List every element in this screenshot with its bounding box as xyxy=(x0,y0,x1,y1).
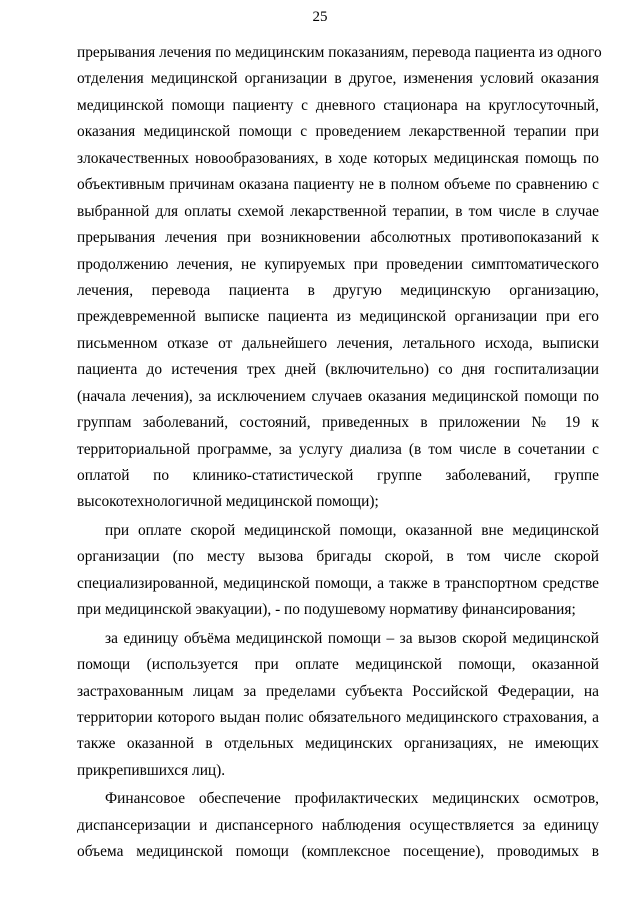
text-line: продолжению лечения, не купируемых при проведении симптоматического xyxy=(77,255,599,273)
text-line: (начала лечения), за исключением случаев оказания медицинской помощи по xyxy=(77,387,599,405)
text-line: организации (по месту вызова бригады скорой, в том числе скорой xyxy=(77,548,599,566)
text-line: прерывания лечения по медицинским показаниям, перевода пациента из одного xyxy=(77,44,602,61)
text-line: при медицинской эвакуации), - по подушевому нормативу финансирования; xyxy=(77,601,576,619)
text-line: также оказанной в отдельных медицинских организациях, не имеющих xyxy=(77,735,599,753)
text-line: территориальной программе, за услугу диализа (в том числе в сочетании с xyxy=(77,440,599,458)
text-line: выбранной для оплаты схемой лекарственной терапии, в том числе в случае xyxy=(77,202,599,220)
text-line: группам заболеваний, состояний, приведенных в приложении № 19 к xyxy=(77,414,599,432)
text-line: письменном отказе от дальнейшего лечения, летального исхода, выписки xyxy=(77,334,599,352)
paragraph xyxy=(77,626,599,785)
text-line: пациента до истечения трех дней (включительно) со дня госпитализации xyxy=(77,361,599,379)
text-line: объема медицинской помощи (комплексное посещение), проводимых в xyxy=(77,843,599,861)
text-line: специализированной, медицинской помощи, а также в транспортном средстве xyxy=(77,574,599,592)
text-line: злокачественных новообразованиях, в ходе которых медицинская помощь по xyxy=(77,149,599,167)
text-line: оказания медицинской помощи с проведением лекарственной терапии при xyxy=(77,123,599,141)
text-line: прерывания лечения при возникновении абсолютных противопоказаний к xyxy=(77,229,599,247)
paragraph xyxy=(77,518,599,624)
text-line: диспансеризации и диспансерного наблюдения осуществляется за единицу xyxy=(77,816,599,834)
text-line: высокотехнологичной медицинской помощи); xyxy=(77,493,379,511)
text-line: отделения медицинской организации в другое, изменения условий оказания xyxy=(77,70,599,88)
text-line: Финансовое обеспечение профилактических медицинских осмотров, xyxy=(105,790,599,808)
text-line: прикрепившихся лиц). xyxy=(77,761,226,779)
text-line: при оплате скорой медицинской помощи, оказанной вне медицинской xyxy=(105,521,599,539)
text-line: помощи (используется при оплате медицинской помощи, оказанной xyxy=(77,656,599,674)
text-line: преждевременной выписке пациента из медицинской организации при его xyxy=(77,308,599,326)
text-line: застрахованным лицам за пределами субъекта Российской Федерации, на xyxy=(77,682,599,700)
page-number: 25 xyxy=(312,9,328,25)
text-line: лечения, перевода пациента в другую медицинскую организацию, xyxy=(77,281,599,299)
text-line: за единицу объёма медицинской помощи – за вызов скорой медицинской xyxy=(105,629,599,647)
paragraph xyxy=(77,786,599,865)
text-line: территории которого выдан полис обязательного медицинского страхования, а xyxy=(77,708,599,726)
text-line: объективным причинам оказана пациенту не в полном объеме по сравнению с xyxy=(77,176,599,194)
paragraph xyxy=(77,40,602,516)
text-line: медицинской помощи пациенту с дневного стационара на круглосуточный, xyxy=(77,96,599,114)
text-line: оплатой по клинико-статистической группе заболеваний, группе xyxy=(77,467,599,484)
document-body xyxy=(77,40,602,866)
